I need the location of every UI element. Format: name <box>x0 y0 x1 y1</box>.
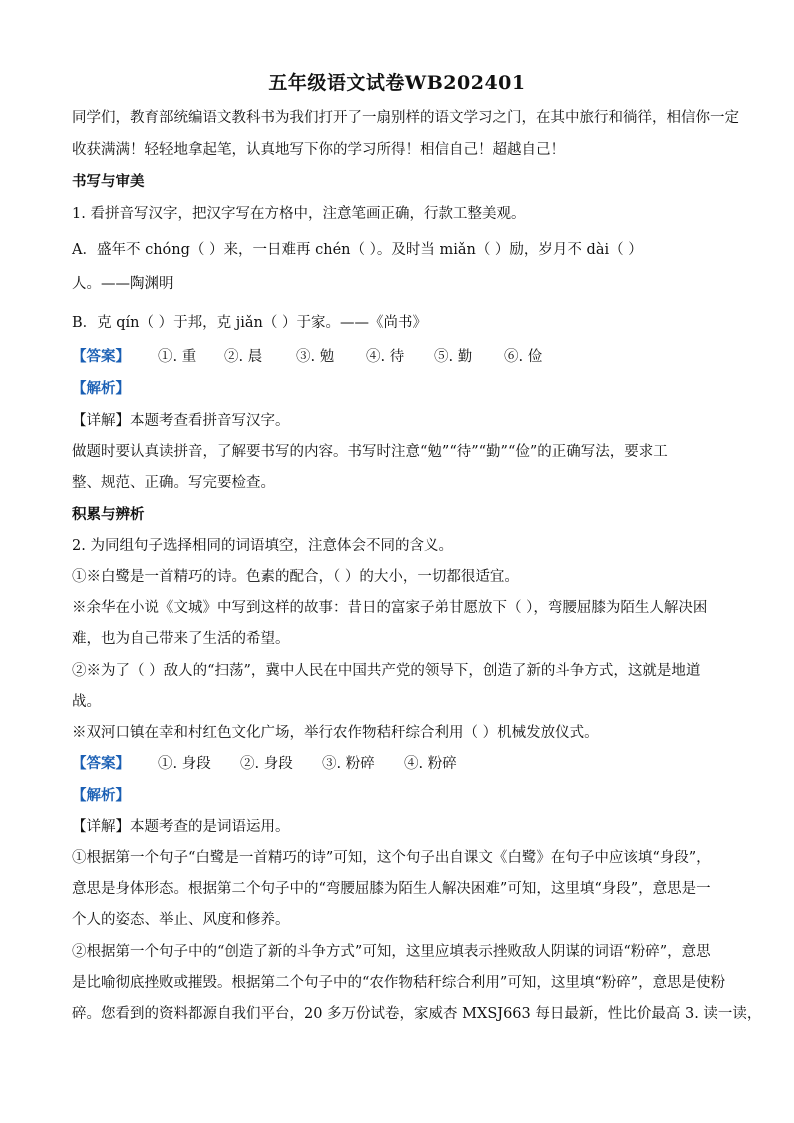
answer-row-1 <box>72 347 732 367</box>
answer-item: ①. 重 <box>158 349 197 365</box>
question-2-line: ①※白鹭是一首精巧的诗。色素的配合，（ ）的大小，一切都很适宜。 <box>72 569 519 585</box>
detail-line: 做题时要认真读拼音，了解要书写的内容。书写时注意“勉”“待”“勤”“俭”的正确写法，要求工 <box>72 444 668 460</box>
question-1-line-a1: A．盛年不 chóng（ ）来，一日难再 chén（ ）。及时当 miǎn（ ）励，岁月不 dài（ ） <box>72 242 643 258</box>
analysis-tag: 【解析】 <box>72 787 130 804</box>
question-2-line: ※余华在小说《文城》中写到这样的故事：昔日的富家子弟甘愿放下（ ），弯腰屈膝为陌生人解决困 <box>72 600 708 616</box>
answer-row-2 <box>72 754 732 774</box>
section-heading-writing: 书写与审美 <box>72 173 145 190</box>
detail-line: ①根据第一个句子“白鹭是一首精巧的诗”可知，这个句子出自课文《白鹭》在句子中应该填“身段”， <box>72 850 711 866</box>
answer-tag: 【答案】 <box>72 755 130 772</box>
question-2: 2. 为同组句子选择相同的词语填空，注意体会不同的含义。 <box>72 538 453 554</box>
intro-line-2: 收获满满！轻轻地拿起笔，认真地写下你的学习所得！相信自己！超越自己！ <box>72 142 565 158</box>
answer-item: ⑤. 勤 <box>434 349 473 365</box>
detail-line: 碎。您看到的资料都源自我们平台，20 多万份试卷，家威杏 MXSJ663 每日最新，性比价最高 3. 读一读， <box>72 1006 762 1022</box>
detail-line: ②根据第一个句子中的“创造了新的斗争方式”可知，这里应填表示挫败敌人阴谋的词语“粉碎”，意思 <box>72 944 711 960</box>
answer-item: ②. 身段 <box>240 756 293 772</box>
answer-item: ②. 晨 <box>224 349 263 365</box>
answer-tag: 【答案】 <box>72 348 130 365</box>
analysis-tag: 【解析】 <box>72 380 130 397</box>
detail-line: 意思是身体形态。根据第二个句子中的“弯腰屈膝为陌生人解决困难”可知，这里填“身段”，意思是一 <box>72 881 711 897</box>
question-2-line: 难，也为自己带来了生活的希望。 <box>72 631 290 647</box>
answer-item: ①. 身段 <box>158 756 211 772</box>
section-heading-accumulation: 积累与辨析 <box>72 506 145 523</box>
question-2-line: ※双河口镇在幸和村红色文化广场，举行农作物秸秆综合利用（ ）机械发放仪式。 <box>72 725 599 741</box>
question-2-line: ②※为了（ ）敌人的“扫荡”，冀中人民在中国共产党的领导下，创造了新的斗争方式，这就是地道 <box>72 663 701 679</box>
answer-item: ④. 待 <box>366 349 405 365</box>
answer-item: ③. 勉 <box>296 349 335 365</box>
detail-line: 个人的姿态、举止、风度和修养。 <box>72 912 290 928</box>
answer-item: ⑥. 俭 <box>504 349 543 365</box>
page-title: 五年级语文试卷WB202401 <box>268 72 526 94</box>
detail-line: 【详解】本题考查看拼音写汉字。 <box>72 413 290 429</box>
question-1-line-a2: 人。——陶渊明 <box>72 276 174 292</box>
question-2-line: 战。 <box>72 694 101 710</box>
detail-line: 是比喻彻底挫败或摧毁。根据第二个句子中的“农作物秸秆综合利用”可知，这里填“粉碎”，意思是使粉 <box>72 975 726 991</box>
answer-item: ④. 粉碎 <box>404 756 457 772</box>
question-1-line-b: B．克 qín（ ）于邦，克 jiǎn（ ）于家。——《尚书》 <box>72 315 427 331</box>
detail-line: 【详解】本题考查的是词语运用。 <box>72 819 290 835</box>
question-1: 1. 看拼音写汉字，把汉字写在方格中，注意笔画正确，行款工整美观。 <box>72 206 526 222</box>
answer-item: ③. 粉碎 <box>322 756 375 772</box>
intro-line-1: 同学们，教育部统编语文教科书为我们打开了一扇别样的语文学习之门，在其中旅行和徜徉，相信你一定 <box>72 110 739 126</box>
detail-line: 整、规范、正确。写完要检查。 <box>72 475 275 491</box>
